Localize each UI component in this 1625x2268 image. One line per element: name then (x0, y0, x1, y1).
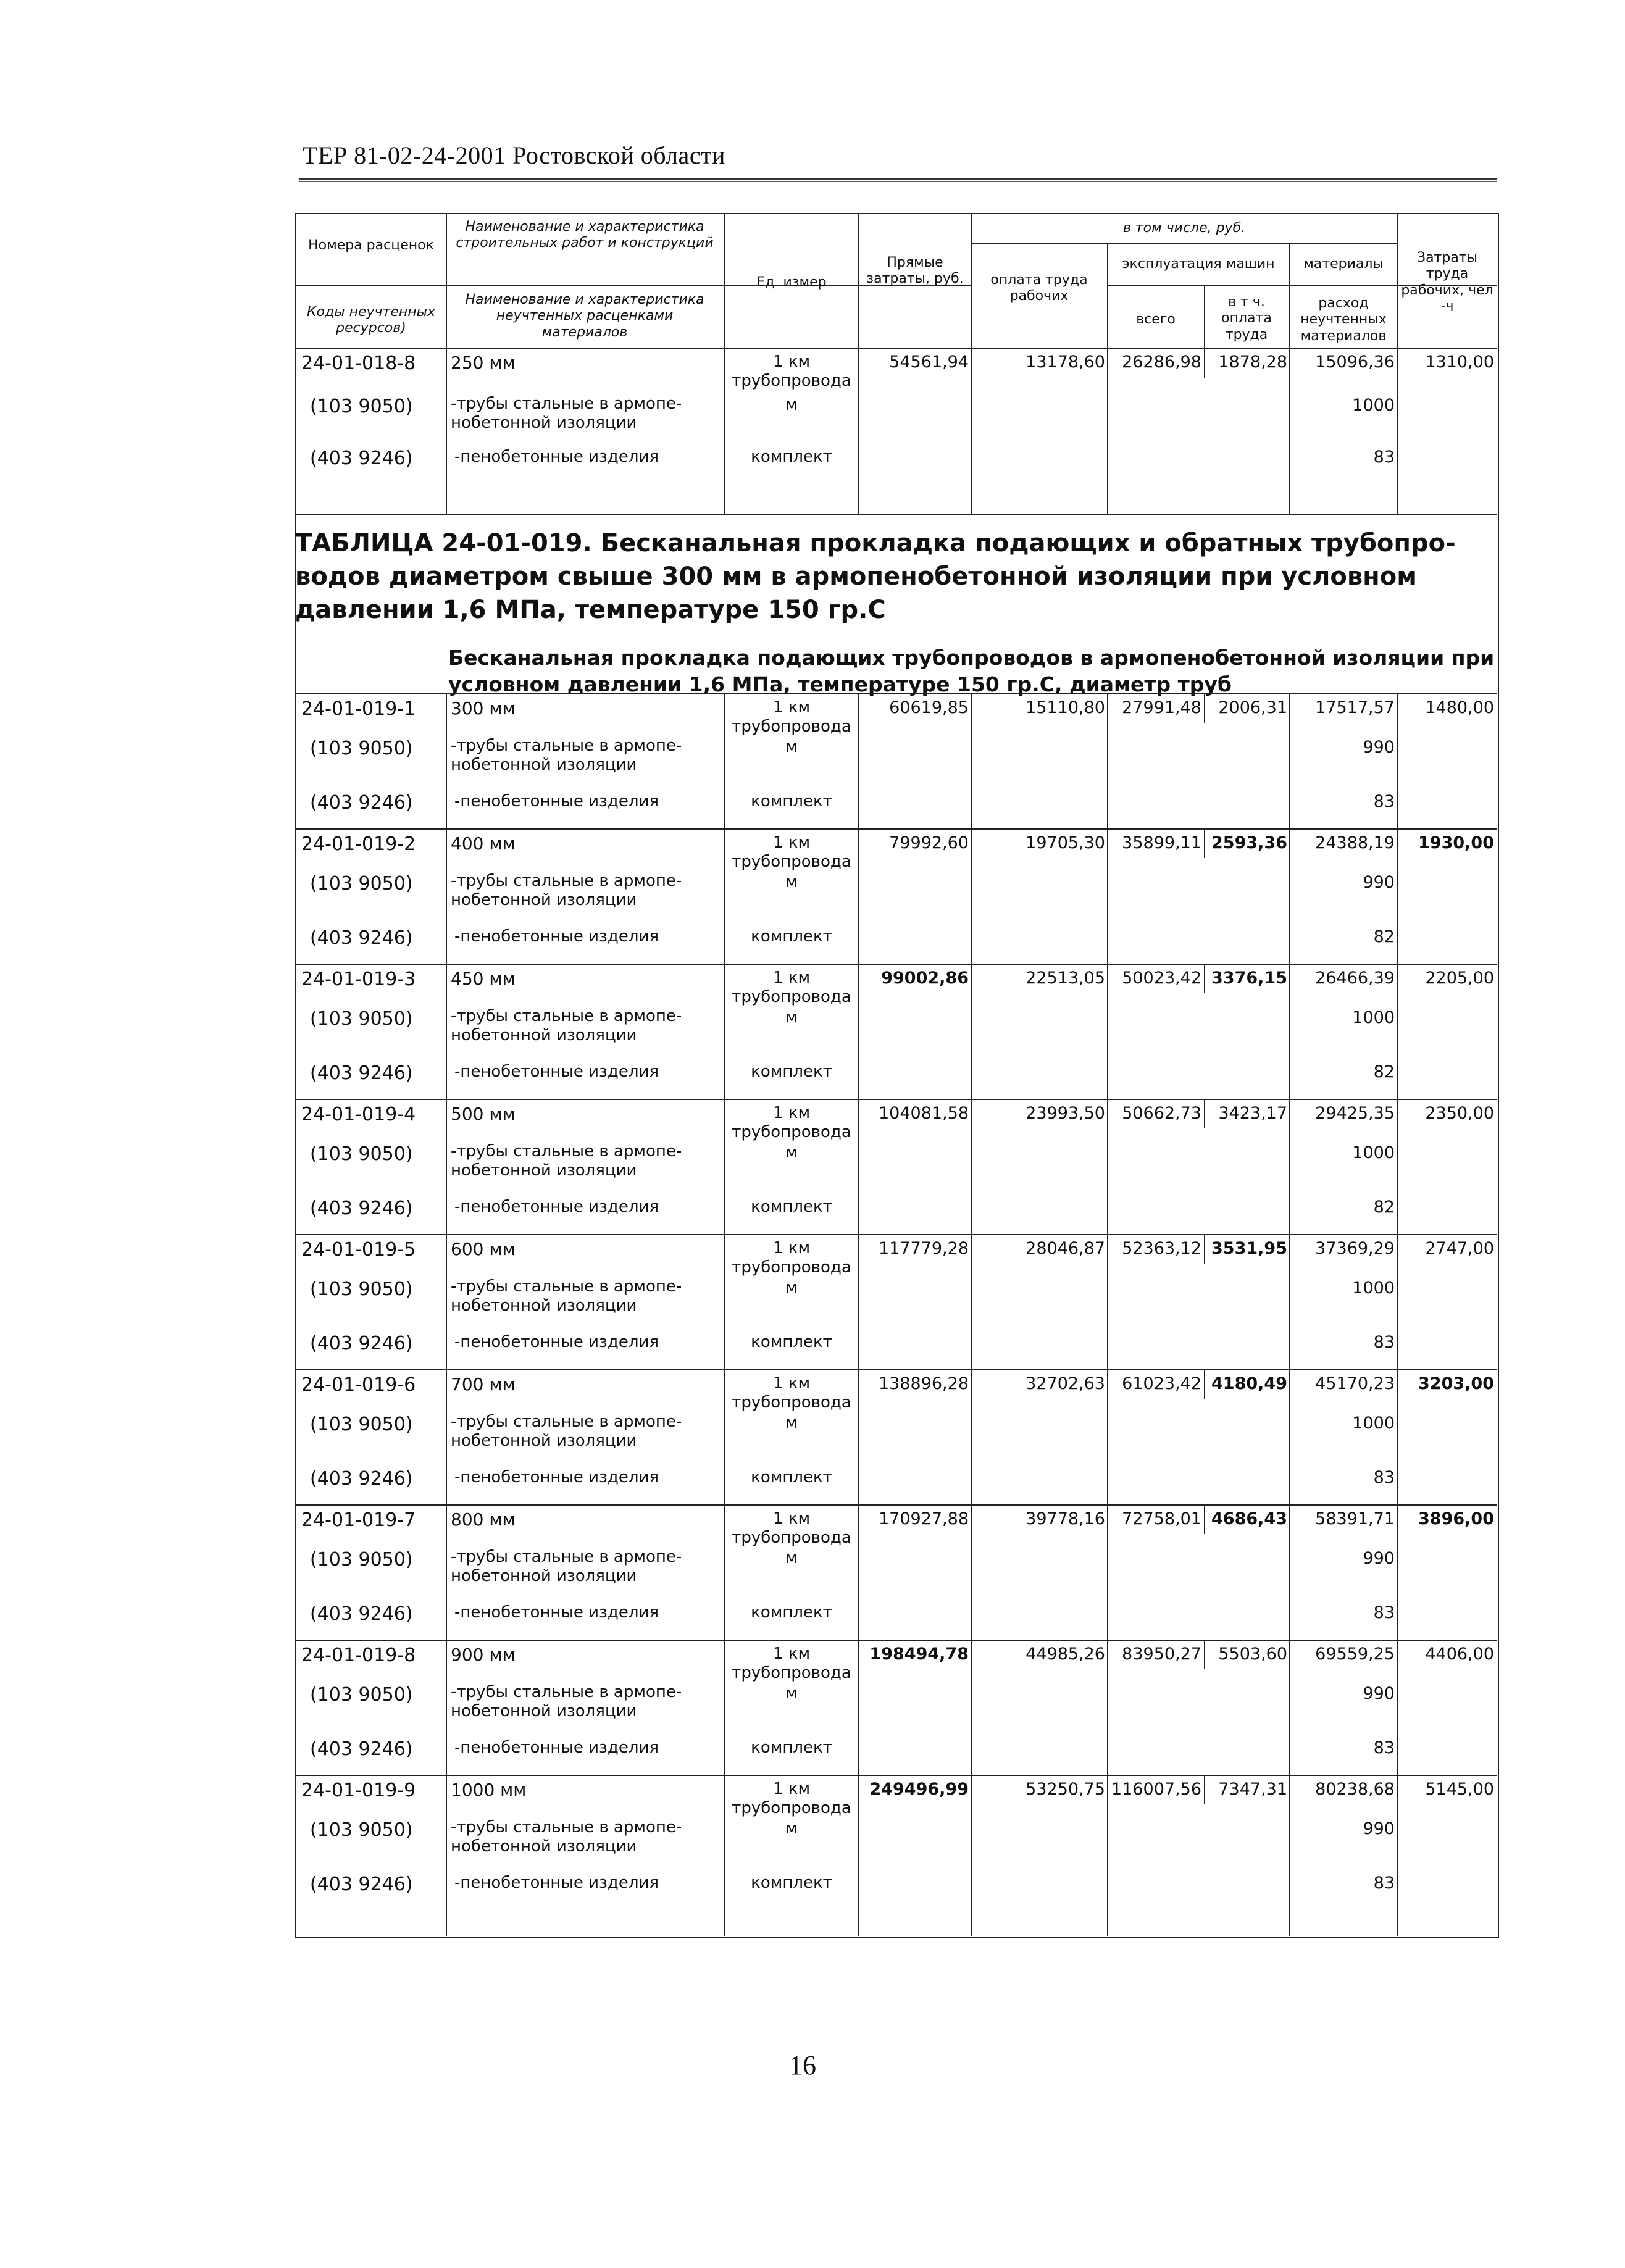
rate-unit: 1 км трубопровода (732, 1239, 851, 1277)
resource-amount: 82 (1373, 1198, 1395, 1217)
rate-unit: 1 км трубопровода (732, 1509, 851, 1548)
document-header: ТЕР 81-02-24-2001 Ростовской области (303, 141, 725, 169)
block-end-line (295, 514, 1497, 515)
resource-unit: м (785, 1549, 798, 1567)
rate-unit: 1 км трубопровода (732, 1374, 851, 1412)
column-line (1289, 1504, 1290, 1640)
header-code-sub: Коды неучтенных ресурсов) (306, 304, 436, 336)
resource-amount: 83 (1373, 1468, 1395, 1487)
rate-name: 500 мм (451, 1104, 516, 1124)
column-line (446, 1504, 447, 1640)
direct-cost: 198494,78 (869, 1645, 969, 1664)
machines-labor-cost: 7347,31 (1218, 1780, 1287, 1799)
resource-code: (103 9050) (310, 738, 413, 759)
resource-name: -трубы стальные в армопе-нобетонной изоляции (451, 1548, 682, 1586)
header-machines-total: всего (1136, 312, 1176, 327)
column-line (446, 1099, 447, 1234)
resource-amount: 1000 (1352, 1008, 1395, 1027)
row-divider (295, 1369, 1497, 1370)
header-labor-pay: оплата труда рабочих (990, 272, 1088, 304)
machines-divider (1107, 285, 1397, 286)
row-divider (295, 828, 1497, 830)
column-line (1289, 1369, 1290, 1504)
machines-cost: 50662,73 (1122, 1104, 1201, 1123)
rate-name: 1000 мм (451, 1780, 527, 1800)
row-divider (295, 1640, 1497, 1641)
column-line (446, 1640, 447, 1775)
resource-amount: 83 (1373, 792, 1395, 811)
resource-unit: м (785, 873, 798, 891)
resource-code: (403 9246) (310, 1333, 413, 1354)
header-machines-labor: в т ч. оплата труда (1221, 294, 1272, 343)
resource-code: (103 9050) (310, 1414, 413, 1435)
column-line (446, 693, 447, 828)
resource-unit: комплект (751, 927, 832, 946)
labor-hours: 1310,00 (1425, 352, 1494, 372)
column-line (724, 1099, 725, 1234)
rate-name: 900 мм (451, 1645, 516, 1665)
resource-unit: м (785, 1414, 798, 1432)
resource-unit: м (785, 1819, 798, 1838)
resource-amount: 990 (1363, 738, 1395, 757)
resource-code: (403 9246) (310, 1198, 413, 1219)
column-line (724, 1775, 725, 1936)
rate-name: 400 мм (451, 833, 516, 854)
rate-unit: 1 км трубопровода (732, 969, 851, 1007)
rate-name: 300 мм (451, 698, 516, 719)
materials-cost: 26466,39 (1315, 969, 1395, 988)
column-line (1107, 1775, 1108, 1936)
resource-amount: 1000 (1352, 1143, 1395, 1162)
header-rule (299, 178, 1497, 180)
column-line (858, 964, 859, 1099)
labor-cost: 23993,50 (1026, 1104, 1105, 1123)
labor-cost: 28046,87 (1026, 1239, 1105, 1258)
machines-cost: 27991,48 (1122, 698, 1201, 717)
row-divider (295, 1234, 1497, 1235)
resource-amount: 1000 (1352, 396, 1395, 415)
column-line (1204, 1775, 1205, 1804)
resource-name: -трубы стальные в армопе-нобетонной изоляции (451, 1412, 682, 1451)
machines-labor-cost: 2593,36 (1211, 833, 1287, 853)
rate-code: 24-01-019-7 (301, 1509, 416, 1531)
column-line (1289, 693, 1290, 828)
resource-unit: комплект (751, 1062, 832, 1081)
materials-cost: 45170,23 (1315, 1374, 1395, 1393)
resource-name: -пенобетонные изделия (454, 1333, 659, 1351)
column-line (724, 828, 725, 964)
rates-table (295, 213, 1499, 1938)
resource-amount: 83 (1373, 1738, 1395, 1757)
materials-cost: 80238,68 (1315, 1780, 1395, 1799)
labor-cost: 15110,80 (1026, 698, 1105, 717)
rate-unit: 1 км трубопровода (732, 698, 851, 736)
column-line (971, 1369, 972, 1504)
table-title-line2: водов диаметром свыше 300 мм в армопенобетонной изоляции при условном (295, 562, 1417, 591)
materials-cost: 69559,25 (1315, 1645, 1395, 1664)
resource-name: -трубы стальные в армопе-нобетонной изоляции (451, 1683, 682, 1721)
machines-cost: 116007,56 (1111, 1780, 1201, 1799)
resource-amount: 990 (1363, 1684, 1395, 1703)
column-line (858, 1640, 859, 1775)
resource-unit: комплект (751, 448, 832, 466)
resource-code: (103 9050) (310, 1143, 413, 1165)
rate-code: 24-01-019-2 (301, 833, 416, 855)
header-unit: Ед. измер (756, 275, 827, 290)
machines-cost: 52363,12 (1122, 1239, 1201, 1258)
labor-hours: 3203,00 (1418, 1374, 1494, 1393)
machines-cost: 61023,42 (1122, 1374, 1201, 1393)
machines-labor-cost: 3423,17 (1218, 1104, 1287, 1123)
resource-name: -пенобетонные изделия (454, 1198, 659, 1216)
machines-cost: 72758,01 (1122, 1509, 1201, 1528)
resource-amount: 82 (1373, 927, 1395, 946)
direct-cost: 170927,88 (878, 1509, 969, 1528)
header-labor-hours: Затраты труда рабочих, чел -ч (1401, 250, 1493, 315)
incl-divider (971, 243, 1397, 244)
resource-name: -трубы стальные в армопе-нобетонной изоляции (451, 1818, 682, 1856)
resource-code: (403 9246) (310, 1738, 413, 1760)
resource-name: -пенобетонные изделия (454, 1468, 659, 1486)
column-line (1397, 693, 1398, 828)
resource-code: (103 9050) (310, 1684, 413, 1706)
resource-code: (403 9246) (310, 1874, 413, 1895)
resource-unit: м (785, 1278, 798, 1297)
column-line (1397, 1234, 1398, 1369)
resource-amount: 990 (1363, 873, 1395, 892)
column-line (1204, 828, 1205, 858)
column-line (1397, 1775, 1398, 1936)
rate-code: 24-01-019-3 (301, 969, 416, 990)
resource-name: -пенобетонные изделия (454, 927, 659, 946)
rate-unit: 1 км трубопровода (732, 1645, 851, 1683)
column-line (1107, 1369, 1108, 1504)
column-line (1204, 1234, 1205, 1264)
row-divider (295, 1504, 1497, 1506)
column-line (971, 1234, 972, 1369)
column-line (1397, 828, 1398, 964)
resource-code: (103 9050) (310, 1278, 413, 1300)
rate-code: 24-01-019-9 (301, 1780, 416, 1801)
column-line (1397, 1369, 1398, 1504)
rate-name: 600 мм (451, 1239, 516, 1259)
machines-labor-cost: 4180,49 (1211, 1374, 1287, 1393)
resource-code: (103 9050) (310, 1008, 413, 1030)
column-line (1107, 1504, 1108, 1640)
machines-labor-cost: 2006,31 (1218, 698, 1287, 717)
labor-hours: 2205,00 (1425, 969, 1494, 988)
rate-name: 450 мм (451, 969, 516, 989)
resource-name: -пенобетонные изделия (454, 1874, 659, 1892)
rate-code: 24-01-019-8 (301, 1645, 416, 1666)
resource-unit: м (785, 396, 798, 414)
column-line (1289, 1234, 1290, 1369)
column-line (446, 1369, 447, 1504)
column-line (1397, 1504, 1398, 1640)
resource-amount: 990 (1363, 1549, 1395, 1568)
resource-name: -трубы стальные в армопе-нобетонной изоляции (451, 872, 682, 910)
column-line (1289, 964, 1290, 1099)
header-machines: эксплуатация машин (1122, 256, 1275, 272)
table-subtitle (448, 645, 1494, 698)
resource-unit: комплект (751, 1738, 832, 1757)
table-title-line1: Бесканальная прокладка подающих и обратных трубопро- (600, 529, 1456, 557)
resource-unit: комплект (751, 1603, 832, 1622)
column-line (724, 1369, 725, 1504)
table-title-line3: давлении 1,6 МПа, температуре 150 гр.С (295, 596, 886, 624)
resource-name: -пенобетонные изделия (454, 1603, 659, 1622)
header-materials-sub: расход неучтенных материалов (1300, 296, 1387, 344)
resource-unit: м (785, 738, 798, 756)
rows-top-line (295, 693, 1497, 694)
column-line (724, 1640, 725, 1775)
column-line (446, 828, 447, 964)
resource-unit: м (785, 1143, 798, 1162)
resource-unit: комплект (751, 1198, 832, 1216)
resource-name: -пенобетонные изделия (454, 792, 659, 811)
rate-unit: 1 км трубопровода (732, 833, 851, 872)
labor-hours: 5145,00 (1425, 1780, 1494, 1799)
resource-amount: 83 (1373, 1333, 1395, 1352)
direct-cost: 54561,94 (889, 352, 969, 372)
column-line (1204, 1504, 1205, 1534)
resource-name: -пенобетонные изделия (454, 1738, 659, 1757)
resource-name: -трубы стальные в армопе-нобетонной изоляции (451, 1142, 682, 1180)
labor-cost: 19705,30 (1026, 833, 1105, 853)
machines-labor-cost: 3531,95 (1211, 1239, 1287, 1258)
machines-cost: 26286,98 (1122, 352, 1201, 372)
rate-unit: 1 км трубопровода (732, 352, 851, 391)
resource-name: -трубы стальные в армопе-нобетонной изоляции (451, 736, 682, 775)
rate-code: 24-01-018-8 (301, 352, 416, 374)
column-line (1397, 964, 1398, 1099)
subtitle-line2: условном давлении 1,6 МПа, температуре 150 гр.С, диаметр труб (448, 672, 1232, 696)
materials-cost: 58391,71 (1315, 1509, 1395, 1528)
resource-amount: 1000 (1352, 1278, 1395, 1298)
column-line (971, 964, 972, 1099)
labor-cost: 39778,16 (1026, 1509, 1105, 1528)
resource-code: (403 9246) (310, 1062, 413, 1084)
direct-cost: 99002,86 (881, 969, 969, 988)
resource-unit: комплект (751, 792, 832, 811)
rate-name: 800 мм (451, 1509, 516, 1530)
machines-cost: 35899,11 (1122, 833, 1201, 853)
column-line (1204, 1369, 1205, 1399)
subtitle-line1: Бесканальная прокладка подающих трубопроводов в армопенобетонной изоляции при (448, 646, 1495, 670)
machines-labor-cost: 3376,15 (1211, 969, 1287, 988)
column-line (1204, 1640, 1205, 1669)
rate-unit: 1 км трубопровода (732, 1780, 851, 1818)
rate-name: 700 мм (451, 1374, 516, 1395)
labor-hours: 1930,00 (1418, 833, 1494, 853)
header-incl: в том числе, руб. (1122, 220, 1246, 236)
column-line (1204, 964, 1205, 993)
resource-name: -трубы стальные в армопе-нобетонной изоляции (451, 1277, 682, 1315)
row-divider (295, 1099, 1497, 1100)
rate-code: 24-01-019-6 (301, 1374, 416, 1396)
resource-unit: м (785, 1008, 798, 1027)
row-divider (295, 1775, 1497, 1776)
direct-cost: 138896,28 (878, 1374, 969, 1393)
table-label: ТАБЛИЦА 24-01-019. (295, 529, 592, 557)
column-line (1107, 1640, 1108, 1775)
labor-cost: 22513,05 (1026, 969, 1105, 988)
column-line (971, 1099, 972, 1234)
labor-hours: 2747,00 (1425, 1239, 1494, 1258)
labor-hours: 4406,00 (1425, 1645, 1494, 1664)
resource-code: (403 9246) (310, 1468, 413, 1490)
row-divider (295, 964, 1497, 965)
column-line (1397, 1640, 1398, 1775)
column-line (858, 1775, 859, 1936)
resource-amount: 82 (1373, 1062, 1395, 1082)
column-line (858, 1369, 859, 1504)
machines-cost: 50023,42 (1122, 969, 1201, 988)
column-line (971, 693, 972, 828)
column-line (858, 828, 859, 964)
materials-cost: 17517,57 (1315, 698, 1395, 717)
header-bottom-line (295, 348, 1497, 349)
direct-cost: 117779,28 (878, 1239, 969, 1258)
resource-unit: м (785, 1684, 798, 1703)
column-line (971, 1504, 972, 1640)
labor-hours: 1480,00 (1425, 698, 1494, 717)
rate-name: 250 мм (451, 352, 516, 373)
header-code: Номера расценок (308, 238, 434, 253)
column-line (858, 1234, 859, 1369)
resource-amount: 1000 (1352, 1414, 1395, 1433)
column-line (1204, 693, 1205, 723)
resource-amount: 990 (1363, 1819, 1395, 1838)
column-line (971, 1640, 972, 1775)
resource-amount: 83 (1373, 448, 1395, 467)
column-line (724, 693, 725, 828)
column-line (724, 1504, 725, 1640)
header-name-sub: Наименование и характеристика неучтенных расценками материалов (465, 292, 704, 340)
resource-unit: комплект (751, 1874, 832, 1892)
header-name: Наименование и характеристика строительных работ и конструкций (456, 219, 714, 251)
rate-code: 24-01-019-1 (301, 698, 416, 720)
header-direct: Прямые затраты, руб. (866, 255, 964, 287)
labor-hours: 2350,00 (1425, 1104, 1494, 1123)
column-line (446, 1234, 447, 1369)
resource-name: -пенобетонные изделия (454, 448, 659, 466)
resource-code: (403 9246) (310, 792, 413, 814)
column-line (971, 828, 972, 964)
column-line (446, 964, 447, 1099)
table-title (295, 527, 1499, 627)
column-line (1107, 828, 1108, 964)
resource-code: (403 9246) (310, 1603, 413, 1625)
header-materials: материалы (1303, 256, 1384, 272)
machines-labor-cost: 1878,28 (1218, 352, 1287, 372)
resource-code: (403 9246) (310, 927, 413, 949)
direct-cost: 249496,99 (869, 1780, 969, 1799)
resource-name: -трубы стальные в армопе-нобетонной изоляции (451, 394, 682, 433)
materials-cost: 29425,35 (1315, 1104, 1395, 1123)
resource-name: -трубы стальные в армопе-нобетонной изоляции (451, 1007, 682, 1045)
column-line (724, 1234, 725, 1369)
rate-code: 24-01-019-5 (301, 1239, 416, 1261)
page-number: 16 (789, 2050, 816, 2080)
column-line (1289, 1640, 1290, 1775)
header-rule-thin (299, 181, 1497, 182)
resource-amount: 83 (1373, 1874, 1395, 1893)
direct-cost: 79992,60 (889, 833, 969, 853)
materials-cost: 37369,29 (1315, 1239, 1395, 1258)
column-line (1397, 1099, 1398, 1234)
machines-labor-cost: 5503,60 (1218, 1645, 1287, 1664)
column-line (858, 693, 859, 828)
machines-labor-cost: 4686,43 (1211, 1509, 1287, 1528)
column-line (1289, 1775, 1290, 1936)
resource-code: (103 9050) (310, 873, 413, 894)
materials-cost: 15096,36 (1315, 352, 1395, 372)
rate-unit: 1 км трубопровода (732, 1104, 851, 1142)
labor-cost: 13178,60 (1026, 352, 1105, 372)
column-line (1107, 1234, 1108, 1369)
resource-code: (403 9246) (310, 448, 413, 469)
resource-unit: комплект (751, 1333, 832, 1351)
column-line (1107, 964, 1108, 1099)
column-line (858, 1099, 859, 1234)
labor-cost: 44985,26 (1026, 1645, 1105, 1664)
labor-cost: 32702,63 (1026, 1374, 1105, 1393)
direct-cost: 104081,58 (878, 1104, 969, 1123)
machines-cost: 83950,27 (1122, 1645, 1201, 1664)
column-line (446, 1775, 447, 1936)
materials-cost: 24388,19 (1315, 833, 1395, 853)
labor-hours: 3896,00 (1418, 1509, 1494, 1528)
column-line (724, 964, 725, 1099)
resource-code: (103 9050) (310, 396, 413, 417)
resource-name: -пенобетонные изделия (454, 1062, 659, 1081)
direct-cost: 60619,85 (889, 698, 969, 717)
column-line (1107, 693, 1108, 828)
column-line (1107, 1099, 1108, 1234)
resource-amount: 83 (1373, 1603, 1395, 1622)
resource-unit: комплект (751, 1468, 832, 1486)
column-line (1289, 1099, 1290, 1234)
column-line (971, 1775, 972, 1936)
rate-code: 24-01-019-4 (301, 1104, 416, 1125)
column-line (858, 1504, 859, 1640)
resource-code: (103 9050) (310, 1549, 413, 1570)
column-line (1204, 1099, 1205, 1128)
resource-code: (103 9050) (310, 1819, 413, 1841)
column-line (1289, 828, 1290, 964)
labor-cost: 53250,75 (1026, 1780, 1105, 1799)
